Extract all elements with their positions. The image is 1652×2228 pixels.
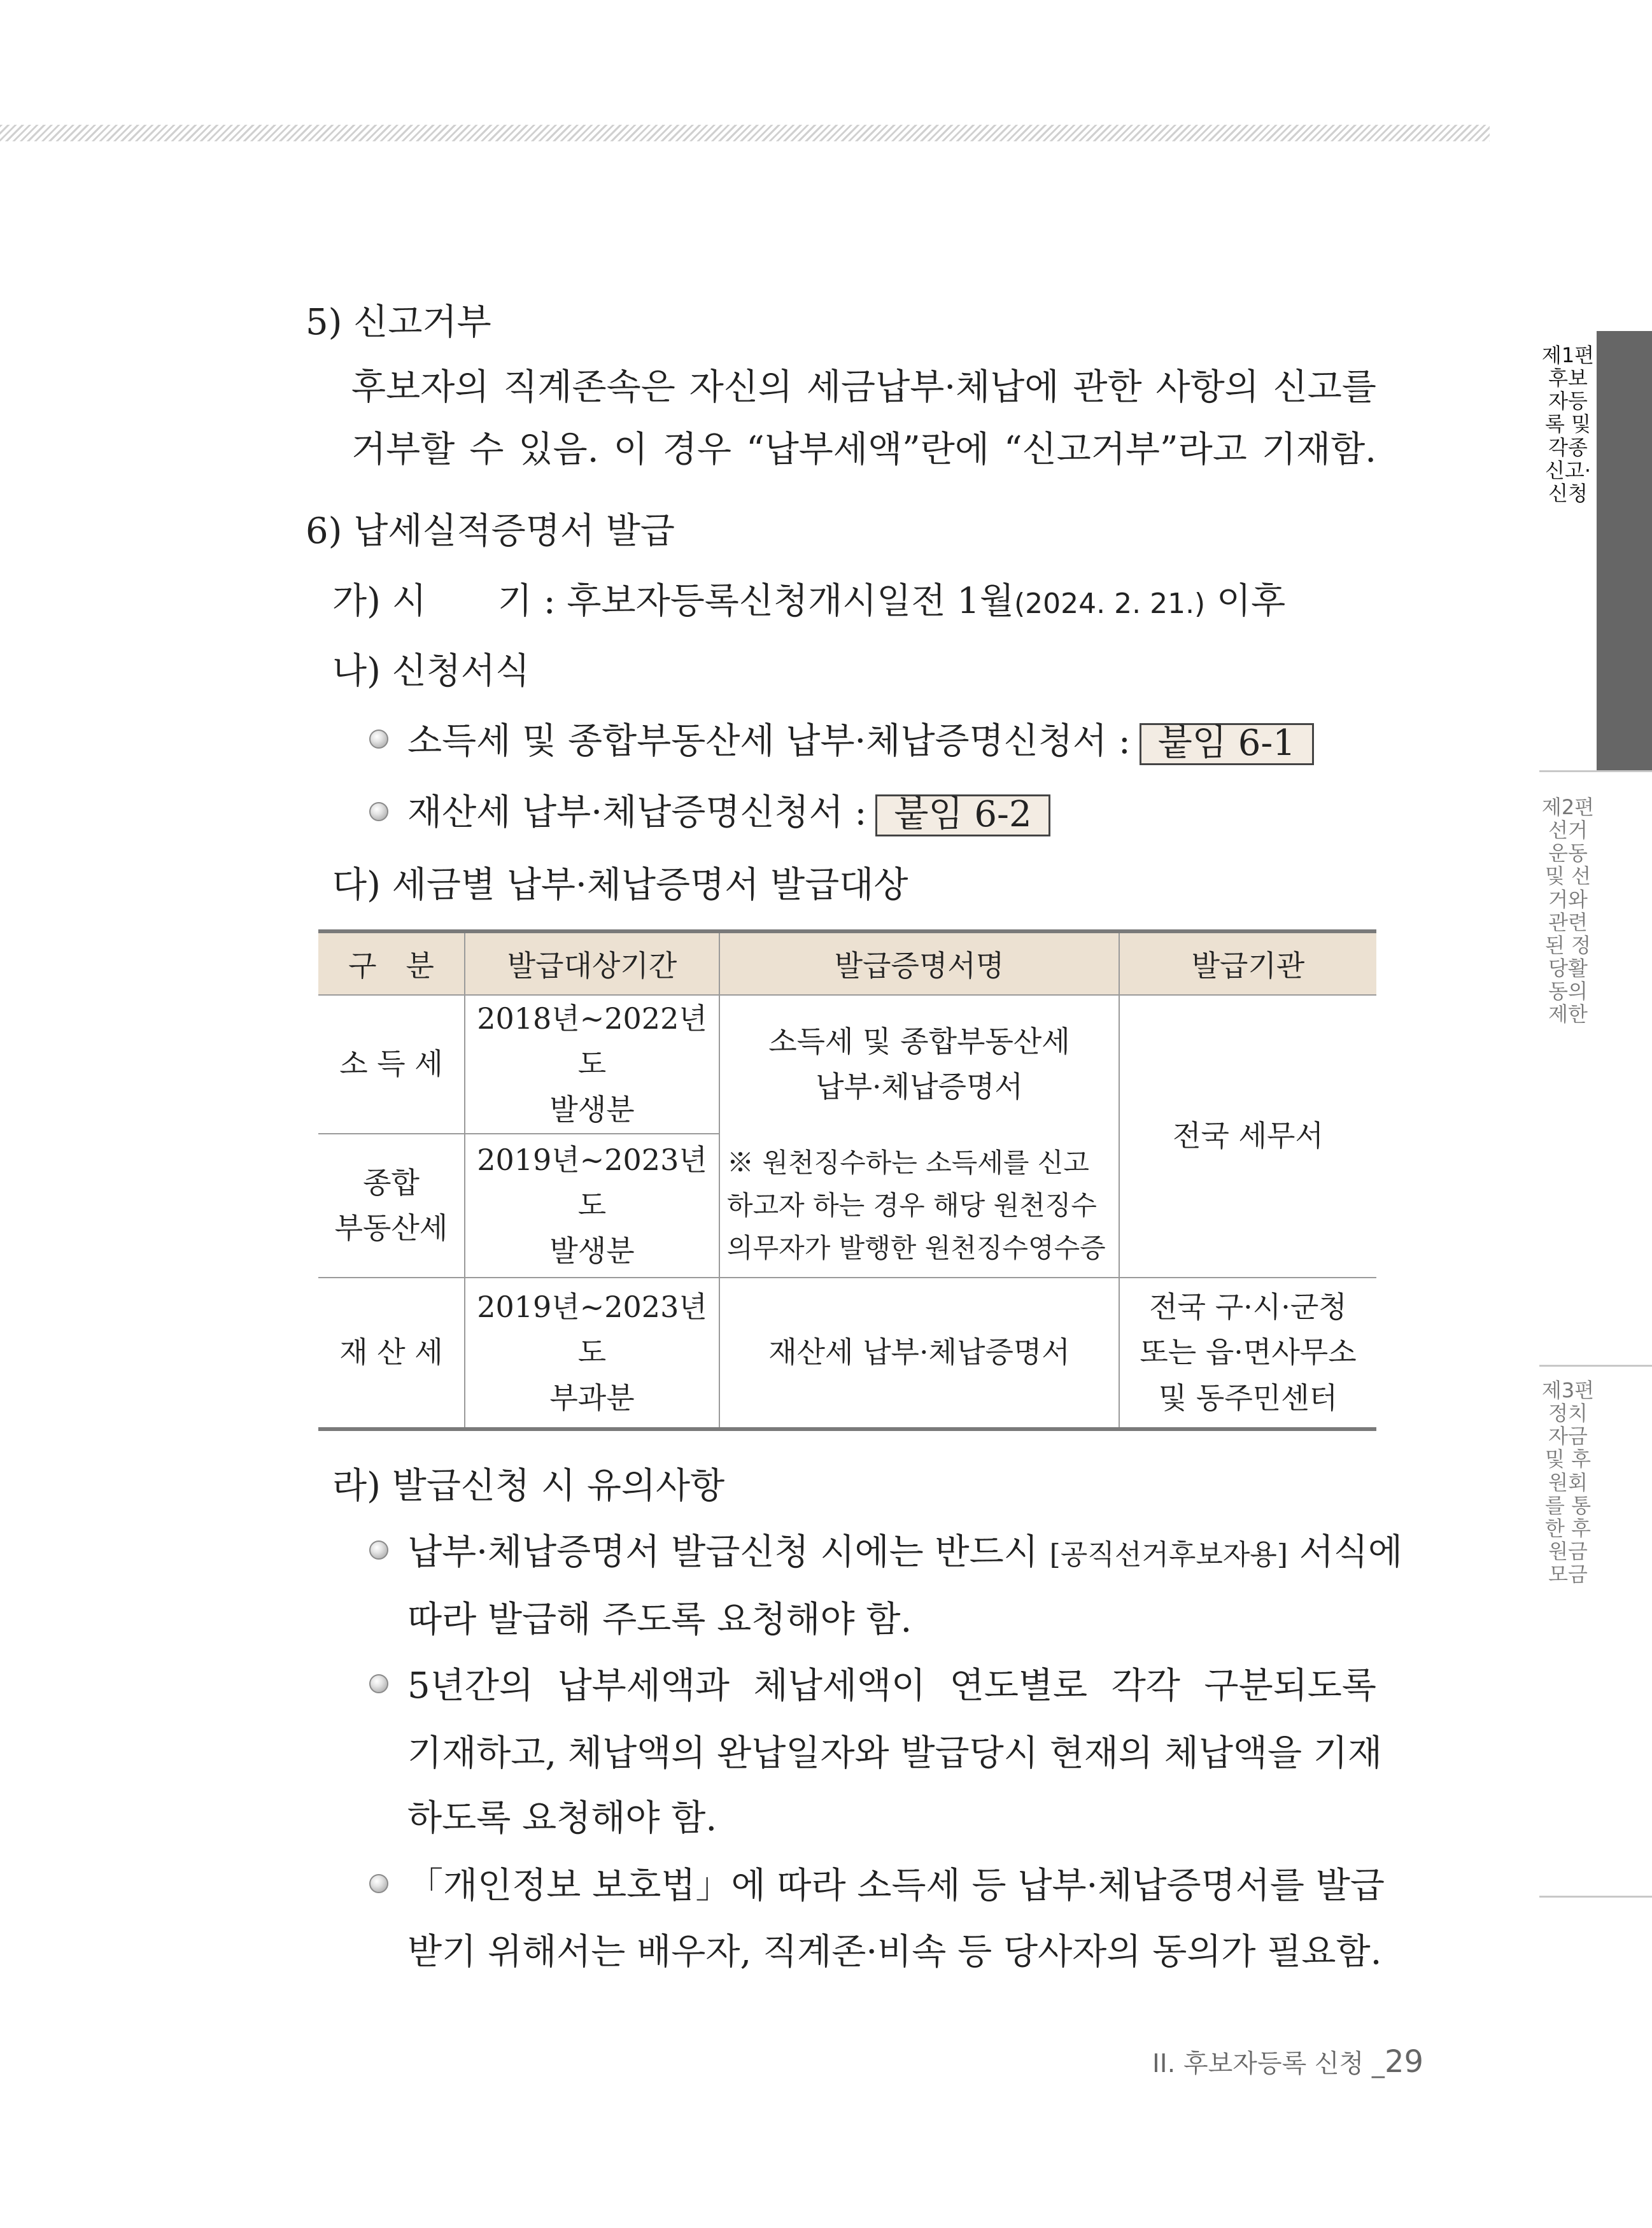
ga-date: (2024. 2. 21.) (1014, 588, 1206, 620)
ra-item-1-text-b: 서식에 (1288, 1532, 1403, 1573)
tax-name-2: 부동산세 (334, 1210, 448, 1245)
circle-bullet-icon (369, 1874, 388, 1893)
section-5-line-1: 후보자의 직계존속은 자신의 세금납부·체납에 관한 사항의 신고를 (351, 367, 1376, 408)
cert-name-1: 소득세 및 종합부동산세 (768, 1024, 1070, 1059)
tax-certificate-table (318, 929, 1376, 1431)
note-text (721, 1141, 1118, 1270)
issuer-tax-office: 전국 세무서 (1119, 995, 1376, 1278)
cert-cell (719, 995, 1119, 1134)
na-item-1 (407, 713, 1314, 765)
ra-item-1-line-1 (407, 1524, 1403, 1575)
na-item-2-text: 재산세 납부·체납증명신청서 : (407, 792, 867, 833)
issuer-line-3: 및 동주민센터 (1158, 1380, 1338, 1415)
sidebar-part-2-label: 제2편 선거운동 및 선거와 관련된 정당활동의 제한 (1541, 795, 1595, 1027)
issuer-line-2: 또는 읍·면사무소 (1140, 1335, 1357, 1370)
page-number: 29 (1384, 2044, 1424, 2080)
ra-item-1-form-name: [공직선거후보자용] (1049, 1539, 1288, 1571)
period-years: 2019년~2023년도 (477, 1142, 707, 1223)
na-item-2 (407, 784, 1050, 836)
tax-property: 재 산 세 (318, 1278, 465, 1429)
period-basis: 발생분 (549, 1233, 635, 1268)
cert-name-2: 납부·체납증명서 (815, 1069, 1023, 1104)
header-hatch-band (0, 125, 1490, 141)
note-line-3: 의무자가 발행한 원천징수영수증 (727, 1232, 1106, 1264)
circle-bullet-icon (369, 802, 388, 821)
circle-bullet-icon (369, 1541, 388, 1560)
ra-item-3-line-1: 「개인정보 보호법」에 따라 소득세 등 납부·체납증명서를 발급 (407, 1865, 1385, 1907)
da-heading: 다) 세금별 납부·체납증명서 발급대상 (332, 864, 908, 906)
page-footer (1152, 2043, 1423, 2080)
ra-item-1-line-2: 따라 발급해 주도록 요청해야 함. (407, 1599, 912, 1640)
table-row (318, 995, 1376, 1134)
header-category: 구 분 (318, 931, 465, 995)
na-heading: 나) 신청서식 (332, 651, 530, 692)
cert-property: 재산세 납부·체납증명서 (719, 1278, 1119, 1429)
circle-bullet-icon (369, 730, 388, 749)
note-line-2: 하고자 하는 경우 해당 원천징수 (727, 1189, 1097, 1221)
period-basis: 부과분 (549, 1380, 635, 1415)
note-line-1: 원천징수하는 소득세를 신고 (754, 1146, 1089, 1178)
note-mark-icon: ※ (727, 1146, 754, 1178)
issuer-line-1: 전국 구·시·군청 (1149, 1289, 1347, 1324)
table-header-row (318, 931, 1376, 995)
attachment-6-2-box: 붙임 6-2 (875, 794, 1050, 836)
header-issuer: 발급기관 (1119, 931, 1376, 995)
period-cell (465, 1134, 719, 1278)
period-years: 2018년~2022년도 (477, 1001, 707, 1082)
tax-income: 소 득 세 (318, 995, 465, 1134)
ga-label: 가) 시 기 : (332, 581, 567, 622)
section-5-heading: 5) 신고거부 (306, 302, 491, 343)
ra-item-2-line-1: 5년간의 납부세액과 체납세액이 연도별로 각각 구분되도록 (407, 1665, 1376, 1707)
sidebar-part-3-label: 제3편 정치자금 및 후원회를 통한 후원금 모금 (1541, 1378, 1595, 1587)
ga-text: 후보자등록신청개시일전 1월 (567, 581, 1014, 622)
note-cell (719, 1134, 1119, 1278)
ra-heading: 라) 발급신청 시 유의사항 (332, 1465, 725, 1507)
ra-item-1-text-a: 납부·체납증명서 발급신청 시에는 반드시 (407, 1532, 1050, 1573)
sidebar-part-1-label: 제1편 후보자등록 및 각종 신고·신청 (1541, 343, 1595, 505)
tax-comprehensive-real-estate (318, 1134, 465, 1278)
period-cell (465, 995, 719, 1134)
header-certificate: 발급증명서명 (719, 931, 1119, 995)
attachment-6-1-box: 붙임 6-1 (1140, 723, 1314, 765)
ra-item-2-line-2: 기재하고, 체납액의 완납일자와 발급당시 현재의 체납액을 기재 (407, 1733, 1383, 1774)
ra-item-3-line-2: 받기 위해서는 배우자, 직계존·비속 등 당사자의 동의가 필요함. (407, 1931, 1382, 1973)
period-years: 2019년~2023년도 (477, 1289, 707, 1370)
period-cell (465, 1278, 719, 1429)
issuer-local-office (1119, 1278, 1376, 1429)
section-5-line-2: 거부할 수 있음. 이 경우 “납부세액”란에 “신고거부”라고 기재함. (351, 429, 1376, 470)
table-row (318, 1278, 1376, 1429)
footer-chapter: II. 후보자등록 신청 _ (1152, 2049, 1385, 2078)
tax-name-1: 종합 (363, 1165, 420, 1200)
circle-bullet-icon (369, 1674, 388, 1693)
period-basis: 발생분 (549, 1092, 635, 1127)
section-6-heading: 6) 납세실적증명서 발급 (306, 511, 675, 552)
ga-after: 이후 (1205, 581, 1286, 622)
ra-item-2-line-3: 하도록 요청해야 함. (407, 1798, 717, 1839)
na-item-1-text: 소득세 및 종합부동산세 납부·체납증명신청서 : (407, 721, 1131, 762)
header-period: 발급대상기간 (465, 931, 719, 995)
ga-line (332, 573, 1285, 624)
